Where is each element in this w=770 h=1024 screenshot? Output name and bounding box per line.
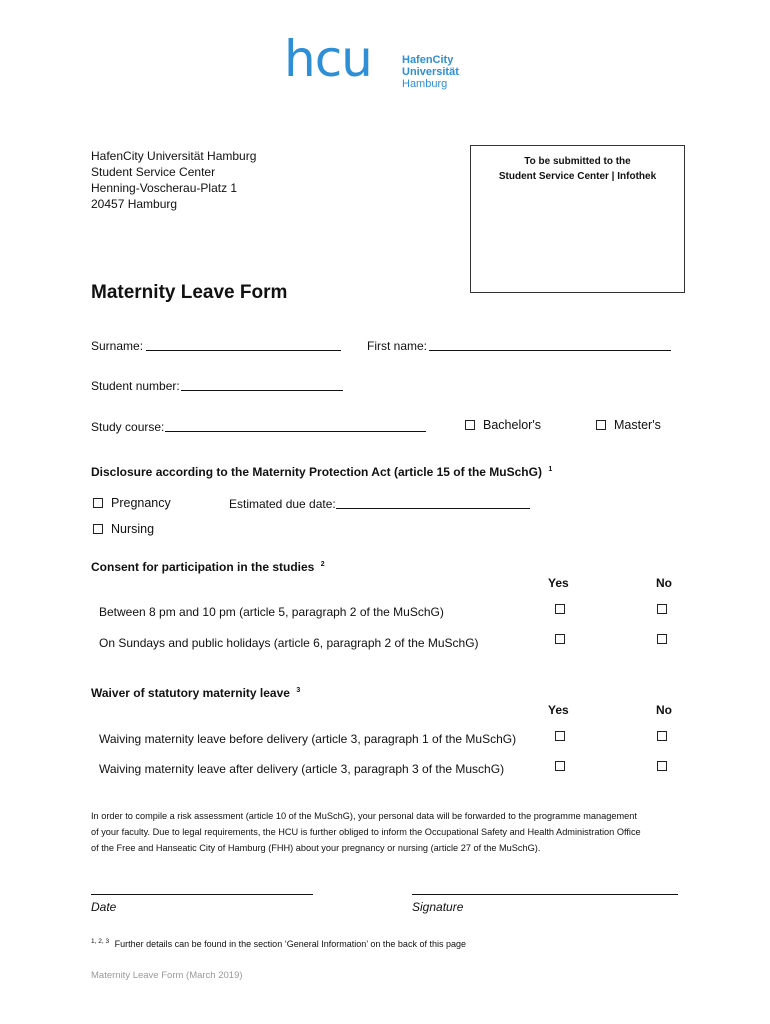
waiver-before-no-checkbox[interactable]	[657, 731, 667, 741]
nursing-checkbox[interactable]	[93, 524, 103, 534]
address-line-4: 20457 Hamburg	[91, 197, 178, 211]
waiver-row-after-label: Waiving maternity leave after delivery (article 3, paragraph 3 of the MuschG)	[99, 762, 505, 776]
footnote-refs: 1, 2, 3	[91, 938, 110, 945]
pregnancy-checkbox[interactable]	[93, 498, 103, 508]
pregnancy-label: Pregnancy	[111, 496, 171, 510]
date-line[interactable]	[91, 894, 313, 895]
date-label: Date	[91, 900, 117, 914]
address-line-3: Henning-Voscherau-Platz 1	[91, 181, 238, 195]
study-course-field[interactable]	[165, 431, 426, 432]
nursing-option[interactable]	[93, 522, 154, 536]
waiver-heading: Waiver of statutory maternity leave $^3$	[91, 686, 301, 700]
address-line-1: HafenCity Universität Hamburg	[91, 149, 257, 163]
signature-label: Signature	[412, 900, 464, 914]
masters-checkbox[interactable]	[596, 420, 606, 430]
logo-line-2: Universität	[402, 66, 459, 78]
notice-line-1: In order to compile a risk assessment (article 10 of the MuSchG), your personal data will be forwarded to the programme management	[91, 811, 637, 821]
student-number-label: Student number:	[91, 379, 180, 393]
disclosure-footnote-ref: 1	[548, 466, 553, 473]
form-title: Maternity Leave Form	[91, 282, 288, 303]
consent-sundays-no-checkbox[interactable]	[657, 634, 667, 644]
notice-line-2: of your faculty. Due to legal requirements, the HCU is further obliged to inform the Occupational Safety and Health Administration Office	[91, 827, 641, 837]
student-number-field[interactable]	[181, 390, 343, 391]
consent-yes-header: Yes	[548, 576, 569, 590]
logo-line-3: Hamburg	[402, 78, 448, 90]
surname-label: Surname:	[91, 339, 144, 353]
due-date-field[interactable]	[336, 508, 530, 509]
waiver-yes-header: Yes	[548, 703, 569, 717]
logo-line-1: HafenCity	[402, 54, 454, 66]
consent-evening-no-checkbox[interactable]	[657, 604, 667, 614]
waiver-no-header: No	[656, 703, 672, 717]
consent-evening-yes-checkbox[interactable]	[555, 604, 565, 614]
consent-no-header: No	[656, 576, 672, 590]
nursing-label: Nursing	[111, 522, 155, 536]
page-footer: Maternity Leave Form (March 2019)	[91, 970, 243, 981]
privacy-notice	[91, 808, 641, 856]
waiver-after-no-checkbox[interactable]	[657, 761, 667, 771]
footnote-text: Further details can be found in the section ‘General Information’ on the back of this page	[114, 939, 466, 949]
notice-line-3: of the Free and Hanseatic City of Hamburg (FHH) about your pregnancy or nursing (article 27 of the MuSchG).	[91, 843, 541, 853]
footnote	[91, 938, 466, 949]
submission-stamp-box	[470, 145, 685, 293]
hcu-logo	[284, 30, 484, 90]
waiver-footnote-ref: 3	[296, 687, 301, 694]
submit-box-line-1: To be submitted to the	[524, 156, 631, 167]
address-line-2: Student Service Center	[91, 165, 216, 179]
hcu-logo-mark: hcu	[284, 30, 372, 88]
address-block	[91, 148, 256, 212]
firstname-label: First name:	[367, 339, 428, 353]
due-date-label: Estimated due date:	[229, 497, 336, 511]
bachelors-checkbox[interactable]	[465, 420, 475, 430]
consent-row-evening-label: Between 8 pm and 10 pm (article 5, paragraph 2 of the MuSchG)	[99, 605, 444, 619]
consent-sundays-yes-checkbox[interactable]	[555, 634, 565, 644]
masters-label: Master's	[614, 418, 661, 432]
waiver-row-before-label: Waiving maternity leave before delivery (article 3, paragraph 1 of the MuSchG)	[99, 732, 517, 746]
study-course-label: Study course:	[91, 420, 165, 434]
consent-heading: Consent for participation in the studies $^2$	[91, 560, 325, 574]
bachelors-option[interactable]	[465, 418, 541, 432]
masters-option[interactable]	[596, 418, 661, 432]
waiver-before-yes-checkbox[interactable]	[555, 731, 565, 741]
bachelors-label: Bachelor's	[483, 418, 541, 432]
submit-box-line-2: Student Service Center | Infothek	[498, 171, 657, 182]
disclosure-heading: Disclosure according to the Maternity Protection Act (article 15 of the MuSchG) $^1$	[91, 465, 553, 479]
consent-row-sundays-label: On Sundays and public holidays (article 6, paragraph 2 of the MuSchG)	[99, 636, 479, 650]
pregnancy-option[interactable]	[93, 496, 171, 510]
firstname-field[interactable]	[429, 350, 671, 351]
surname-field[interactable]	[146, 350, 341, 351]
signature-line[interactable]	[412, 894, 678, 895]
consent-footnote-ref: 2	[320, 561, 325, 568]
waiver-after-yes-checkbox[interactable]	[555, 761, 565, 771]
